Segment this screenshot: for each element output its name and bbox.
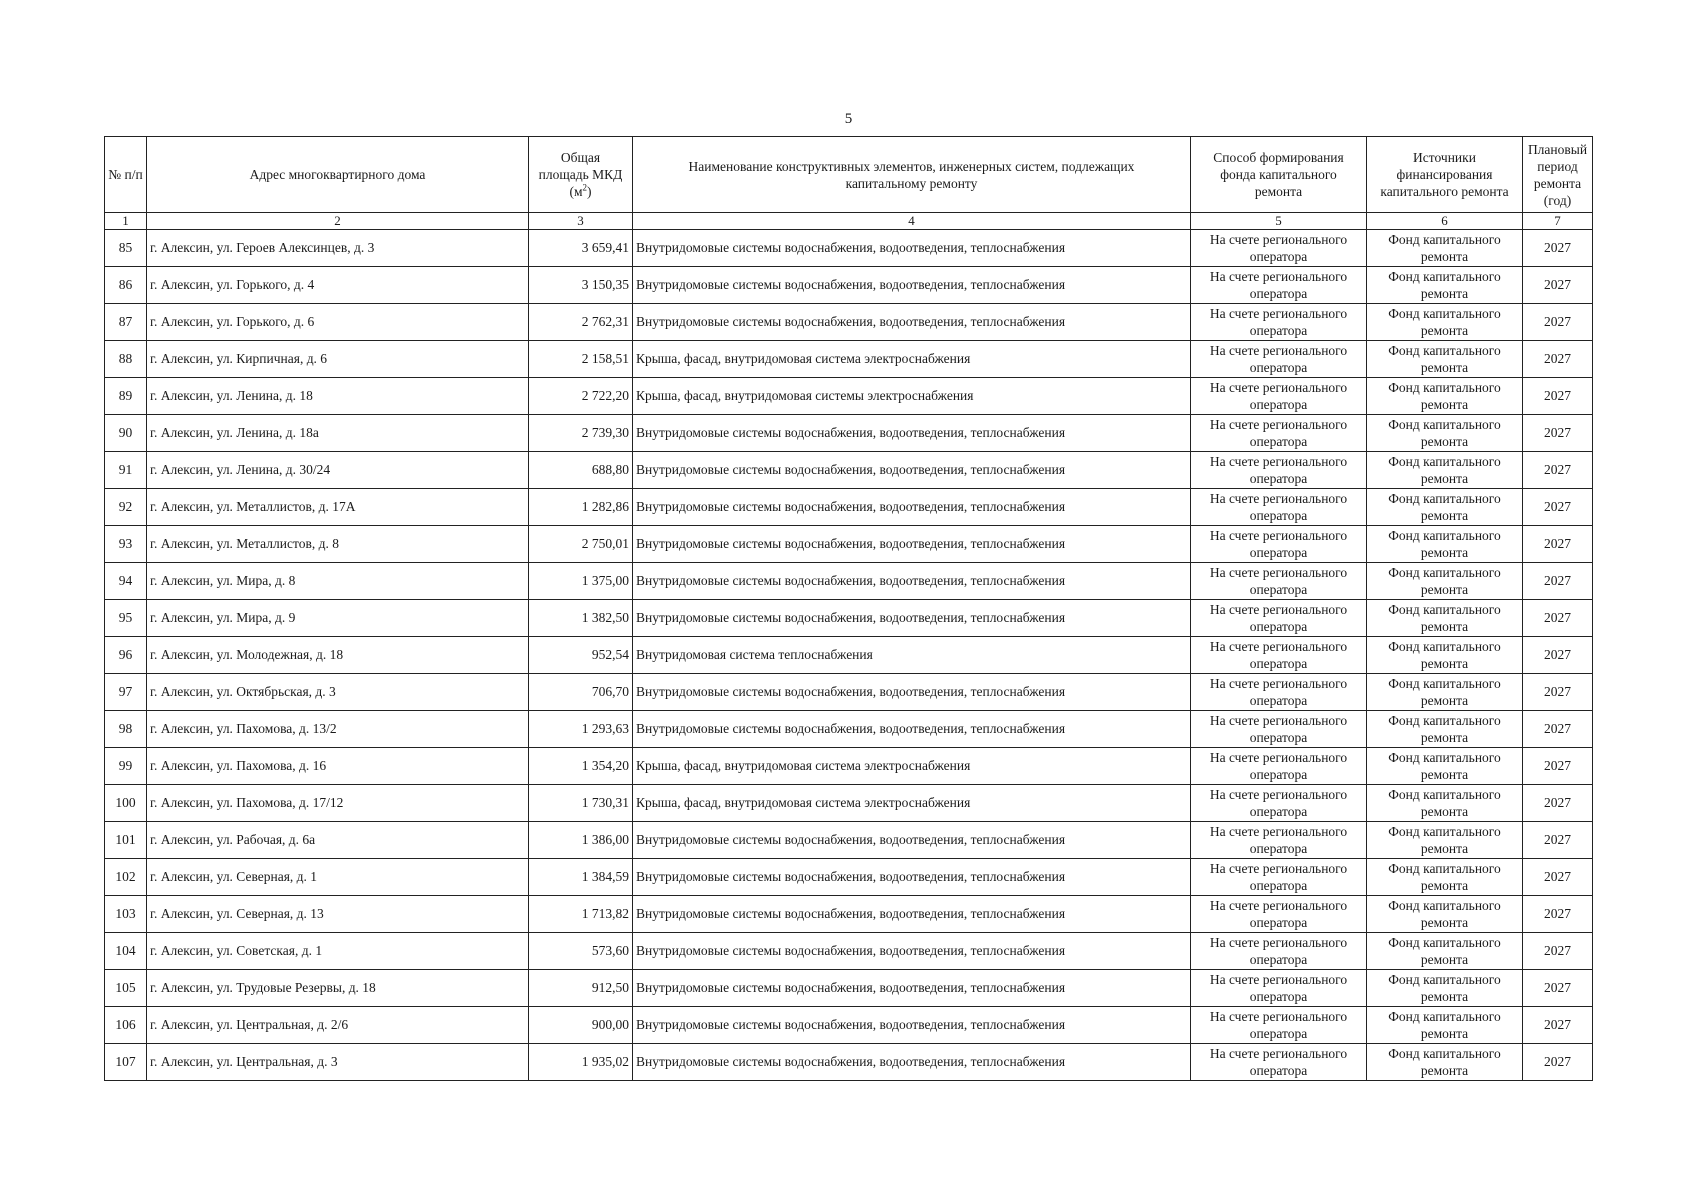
address-cell: г. Алексин, ул. Ленина, д. 18а <box>147 415 529 452</box>
row-number: 85 <box>105 230 147 267</box>
funding-source-cell: Фонд капитального ремонта <box>1367 859 1523 896</box>
table-row <box>105 378 1593 415</box>
year-cell: 2027 <box>1523 933 1593 970</box>
year-cell: 2027 <box>1523 378 1593 415</box>
area-cell: 1 935,02 <box>529 1044 633 1081</box>
method-cell: На счете регионального оператора <box>1191 711 1367 748</box>
funding-source-cell: Фонд капитального ремонта <box>1367 711 1523 748</box>
year-cell: 2027 <box>1523 341 1593 378</box>
area-cell: 2 158,51 <box>529 341 633 378</box>
year-cell: 2027 <box>1523 1007 1593 1044</box>
year-cell: 2027 <box>1523 970 1593 1007</box>
method-cell: На счете регионального оператора <box>1191 970 1367 1007</box>
funding-source-cell: Фонд капитального ремонта <box>1367 1044 1523 1081</box>
address-cell: г. Алексин, ул. Молодежная, д. 18 <box>147 637 529 674</box>
header-source: Источники финансирования капитального ремонта <box>1367 137 1523 213</box>
elements-cell: Внутридомовые системы водоснабжения, водоотведения, теплоснабжения <box>633 1007 1191 1044</box>
header-area-line1: Общая <box>560 150 601 165</box>
table-row <box>105 489 1593 526</box>
method-cell: На счете регионального оператора <box>1191 230 1367 267</box>
address-cell: г. Алексин, ул. Трудовые Резервы, д. 18 <box>147 970 529 1007</box>
year-cell: 2027 <box>1523 489 1593 526</box>
table-row <box>105 970 1593 1007</box>
method-cell: На счете регионального оператора <box>1191 896 1367 933</box>
area-cell: 2 750,01 <box>529 526 633 563</box>
row-number: 95 <box>105 600 147 637</box>
column-numbers-row <box>105 213 1593 230</box>
header-area <box>529 137 633 213</box>
method-cell: На счете регионального оператора <box>1191 304 1367 341</box>
funding-source-cell: Фонд капитального ремонта <box>1367 267 1523 304</box>
funding-source-cell: Фонд капитального ремонта <box>1367 563 1523 600</box>
area-cell: 952,54 <box>529 637 633 674</box>
year-cell: 2027 <box>1523 822 1593 859</box>
funding-source-cell: Фонд капитального ремонта <box>1367 600 1523 637</box>
column-number: 2 <box>147 213 529 230</box>
area-cell: 1 375,00 <box>529 563 633 600</box>
year-cell: 2027 <box>1523 526 1593 563</box>
address-cell: г. Алексин, ул. Горького, д. 6 <box>147 304 529 341</box>
area-cell: 1 730,31 <box>529 785 633 822</box>
row-number: 99 <box>105 748 147 785</box>
row-number: 104 <box>105 933 147 970</box>
row-number: 98 <box>105 711 147 748</box>
elements-cell: Внутридомовые системы водоснабжения, водоотведения, теплоснабжения <box>633 896 1191 933</box>
address-cell: г. Алексин, ул. Металлистов, д. 17А <box>147 489 529 526</box>
year-cell: 2027 <box>1523 711 1593 748</box>
address-cell: г. Алексин, ул. Металлистов, д. 8 <box>147 526 529 563</box>
method-cell: На счете регионального оператора <box>1191 415 1367 452</box>
table-row <box>105 711 1593 748</box>
method-cell: На счете регионального оператора <box>1191 452 1367 489</box>
row-number: 106 <box>105 1007 147 1044</box>
table-row <box>105 341 1593 378</box>
table-header-row <box>105 137 1593 213</box>
table-row <box>105 230 1593 267</box>
year-cell: 2027 <box>1523 267 1593 304</box>
year-cell: 2027 <box>1523 896 1593 933</box>
table-row <box>105 526 1593 563</box>
year-cell: 2027 <box>1523 859 1593 896</box>
elements-cell: Крыша, фасад, внутридомовая системы электроснабжения <box>633 378 1191 415</box>
area-cell: 1 354,20 <box>529 748 633 785</box>
funding-source-cell: Фонд капитального ремонта <box>1367 896 1523 933</box>
elements-cell: Внутридомовые системы водоснабжения, водоотведения, теплоснабжения <box>633 489 1191 526</box>
method-cell: На счете регионального оператора <box>1191 267 1367 304</box>
elements-cell: Внутридомовая система теплоснабжения <box>633 637 1191 674</box>
area-cell: 573,60 <box>529 933 633 970</box>
address-cell: г. Алексин, ул. Северная, д. 13 <box>147 896 529 933</box>
year-cell: 2027 <box>1523 637 1593 674</box>
funding-source-cell: Фонд капитального ремонта <box>1367 304 1523 341</box>
address-cell: г. Алексин, ул. Пахомова, д. 17/12 <box>147 785 529 822</box>
method-cell: На счете регионального оператора <box>1191 933 1367 970</box>
area-cell: 3 659,41 <box>529 230 633 267</box>
row-number: 89 <box>105 378 147 415</box>
method-cell: На счете регионального оператора <box>1191 341 1367 378</box>
row-number: 100 <box>105 785 147 822</box>
row-number: 96 <box>105 637 147 674</box>
elements-cell: Внутридомовые системы водоснабжения, водоотведения, теплоснабжения <box>633 230 1191 267</box>
row-number: 86 <box>105 267 147 304</box>
elements-cell: Внутридомовые системы водоснабжения, водоотведения, теплоснабжения <box>633 452 1191 489</box>
method-cell: На счете регионального оператора <box>1191 822 1367 859</box>
table-row <box>105 563 1593 600</box>
area-cell: 688,80 <box>529 452 633 489</box>
method-cell: На счете регионального оператора <box>1191 637 1367 674</box>
table-row <box>105 1044 1593 1081</box>
area-cell: 900,00 <box>529 1007 633 1044</box>
area-cell: 1 282,86 <box>529 489 633 526</box>
address-cell: г. Алексин, ул. Мира, д. 9 <box>147 600 529 637</box>
year-cell: 2027 <box>1523 230 1593 267</box>
header-year: Плановый период ремонта (год) <box>1523 137 1593 213</box>
year-cell: 2027 <box>1523 1044 1593 1081</box>
page-number: 5 <box>844 111 853 127</box>
row-number: 101 <box>105 822 147 859</box>
area-cell: 2 722,20 <box>529 378 633 415</box>
table-row <box>105 600 1593 637</box>
address-cell: г. Алексин, ул. Кирпичная, д. 6 <box>147 341 529 378</box>
table-row <box>105 267 1593 304</box>
row-number: 94 <box>105 563 147 600</box>
table-row <box>105 748 1593 785</box>
header-address: Адрес многоквартирного дома <box>147 137 529 213</box>
year-cell: 2027 <box>1523 600 1593 637</box>
address-cell: г. Алексин, ул. Ленина, д. 30/24 <box>147 452 529 489</box>
method-cell: На счете регионального оператора <box>1191 748 1367 785</box>
header-area-line2: площадь МКД <box>538 167 623 182</box>
funding-source-cell: Фонд капитального ремонта <box>1367 674 1523 711</box>
elements-cell: Внутридомовые системы водоснабжения, водоотведения, теплоснабжения <box>633 674 1191 711</box>
method-cell: На счете регионального оператора <box>1191 1007 1367 1044</box>
elements-cell: Внутридомовые системы водоснабжения, водоотведения, теплоснабжения <box>633 600 1191 637</box>
area-cell: 2 762,31 <box>529 304 633 341</box>
area-cell: 1 384,59 <box>529 859 633 896</box>
header-area-unit-close: ) <box>587 184 592 199</box>
table-row <box>105 896 1593 933</box>
area-cell: 912,50 <box>529 970 633 1007</box>
elements-cell: Внутридомовые системы водоснабжения, водоотведения, теплоснабжения <box>633 304 1191 341</box>
header-area-unit-sup: 2 <box>582 182 588 193</box>
header-area-unit: (м <box>569 184 583 199</box>
funding-source-cell: Фонд капитального ремонта <box>1367 415 1523 452</box>
column-number: 7 <box>1523 213 1593 230</box>
year-cell: 2027 <box>1523 563 1593 600</box>
funding-source-cell: Фонд капитального ремонта <box>1367 341 1523 378</box>
elements-cell: Крыша, фасад, внутридомовая система электроснабжения <box>633 341 1191 378</box>
address-cell: г. Алексин, ул. Горького, д. 4 <box>147 267 529 304</box>
row-number: 102 <box>105 859 147 896</box>
elements-cell: Внутридомовые системы водоснабжения, водоотведения, теплоснабжения <box>633 563 1191 600</box>
method-cell: На счете регионального оператора <box>1191 378 1367 415</box>
method-cell: На счете регионального оператора <box>1191 1044 1367 1081</box>
address-cell: г. Алексин, ул. Ленина, д. 18 <box>147 378 529 415</box>
funding-source-cell: Фонд капитального ремонта <box>1367 933 1523 970</box>
funding-source-cell: Фонд капитального ремонта <box>1367 785 1523 822</box>
table-row <box>105 859 1593 896</box>
funding-source-cell: Фонд капитального ремонта <box>1367 637 1523 674</box>
year-cell: 2027 <box>1523 748 1593 785</box>
address-cell: г. Алексин, ул. Октябрьская, д. 3 <box>147 674 529 711</box>
row-number: 105 <box>105 970 147 1007</box>
method-cell: На счете регионального оператора <box>1191 785 1367 822</box>
row-number: 93 <box>105 526 147 563</box>
row-number: 88 <box>105 341 147 378</box>
year-cell: 2027 <box>1523 304 1593 341</box>
funding-source-cell: Фонд капитального ремонта <box>1367 748 1523 785</box>
row-number: 107 <box>105 1044 147 1081</box>
address-cell: г. Алексин, ул. Центральная, д. 3 <box>147 1044 529 1081</box>
row-number: 92 <box>105 489 147 526</box>
funding-source-cell: Фонд капитального ремонта <box>1367 1007 1523 1044</box>
address-cell: г. Алексин, ул. Пахомова, д. 16 <box>147 748 529 785</box>
elements-cell: Внутридомовые системы водоснабжения, водоотведения, теплоснабжения <box>633 1044 1191 1081</box>
area-cell: 1 293,63 <box>529 711 633 748</box>
method-cell: На счете регионального оператора <box>1191 600 1367 637</box>
column-number: 3 <box>529 213 633 230</box>
funding-source-cell: Фонд капитального ремонта <box>1367 822 1523 859</box>
method-cell: На счете регионального оператора <box>1191 563 1367 600</box>
table-row <box>105 304 1593 341</box>
table-row <box>105 822 1593 859</box>
elements-cell: Внутридомовые системы водоснабжения, водоотведения, теплоснабжения <box>633 526 1191 563</box>
column-number: 4 <box>633 213 1191 230</box>
method-cell: На счете регионального оператора <box>1191 859 1367 896</box>
address-cell: г. Алексин, ул. Северная, д. 1 <box>147 859 529 896</box>
funding-source-cell: Фонд капитального ремонта <box>1367 526 1523 563</box>
row-number: 103 <box>105 896 147 933</box>
method-cell: На счете регионального оператора <box>1191 489 1367 526</box>
header-method: Способ формирования фонда капитального ремонта <box>1191 137 1367 213</box>
area-cell: 1 713,82 <box>529 896 633 933</box>
address-cell: г. Алексин, ул. Мира, д. 8 <box>147 563 529 600</box>
year-cell: 2027 <box>1523 452 1593 489</box>
row-number: 91 <box>105 452 147 489</box>
funding-source-cell: Фонд капитального ремонта <box>1367 970 1523 1007</box>
table-row <box>105 415 1593 452</box>
header-number: № п/п <box>105 137 147 213</box>
table-body <box>105 230 1593 1081</box>
elements-cell: Внутридомовые системы водоснабжения, водоотведения, теплоснабжения <box>633 711 1191 748</box>
elements-cell: Внутридомовые системы водоснабжения, водоотведения, теплоснабжения <box>633 822 1191 859</box>
table-row <box>105 452 1593 489</box>
elements-cell: Внутридомовые системы водоснабжения, водоотведения, теплоснабжения <box>633 970 1191 1007</box>
repair-schedule-table <box>104 136 1593 1081</box>
area-cell: 2 739,30 <box>529 415 633 452</box>
elements-cell: Крыша, фасад, внутридомовая система электроснабжения <box>633 748 1191 785</box>
elements-cell: Внутридомовые системы водоснабжения, водоотведения, теплоснабжения <box>633 415 1191 452</box>
table-row <box>105 933 1593 970</box>
address-cell: г. Алексин, ул. Пахомова, д. 13/2 <box>147 711 529 748</box>
column-number: 1 <box>105 213 147 230</box>
table-row <box>105 674 1593 711</box>
funding-source-cell: Фонд капитального ремонта <box>1367 489 1523 526</box>
area-cell: 1 382,50 <box>529 600 633 637</box>
funding-source-cell: Фонд капитального ремонта <box>1367 378 1523 415</box>
row-number: 87 <box>105 304 147 341</box>
table-row <box>105 1007 1593 1044</box>
row-number: 97 <box>105 674 147 711</box>
row-number: 90 <box>105 415 147 452</box>
area-cell: 1 386,00 <box>529 822 633 859</box>
address-cell: г. Алексин, ул. Рабочая, д. 6а <box>147 822 529 859</box>
column-number: 5 <box>1191 213 1367 230</box>
table-row <box>105 785 1593 822</box>
funding-source-cell: Фонд капитального ремонта <box>1367 230 1523 267</box>
elements-cell: Внутридомовые системы водоснабжения, водоотведения, теплоснабжения <box>633 859 1191 896</box>
address-cell: г. Алексин, ул. Центральная, д. 2/6 <box>147 1007 529 1044</box>
elements-cell: Крыша, фасад, внутридомовая система электроснабжения <box>633 785 1191 822</box>
funding-source-cell: Фонд капитального ремонта <box>1367 452 1523 489</box>
header-elements: Наименование конструктивных элементов, инженерных систем, подлежащих капитальному ремонту <box>633 137 1191 213</box>
elements-cell: Внутридомовые системы водоснабжения, водоотведения, теплоснабжения <box>633 267 1191 304</box>
area-cell: 706,70 <box>529 674 633 711</box>
year-cell: 2027 <box>1523 415 1593 452</box>
year-cell: 2027 <box>1523 674 1593 711</box>
elements-cell: Внутридомовые системы водоснабжения, водоотведения, теплоснабжения <box>633 933 1191 970</box>
address-cell: г. Алексин, ул. Советская, д. 1 <box>147 933 529 970</box>
area-cell: 3 150,35 <box>529 267 633 304</box>
year-cell: 2027 <box>1523 785 1593 822</box>
address-cell: г. Алексин, ул. Героев Алексинцев, д. 3 <box>147 230 529 267</box>
method-cell: На счете регионального оператора <box>1191 674 1367 711</box>
column-number: 6 <box>1367 213 1523 230</box>
method-cell: На счете регионального оператора <box>1191 526 1367 563</box>
table-row <box>105 637 1593 674</box>
